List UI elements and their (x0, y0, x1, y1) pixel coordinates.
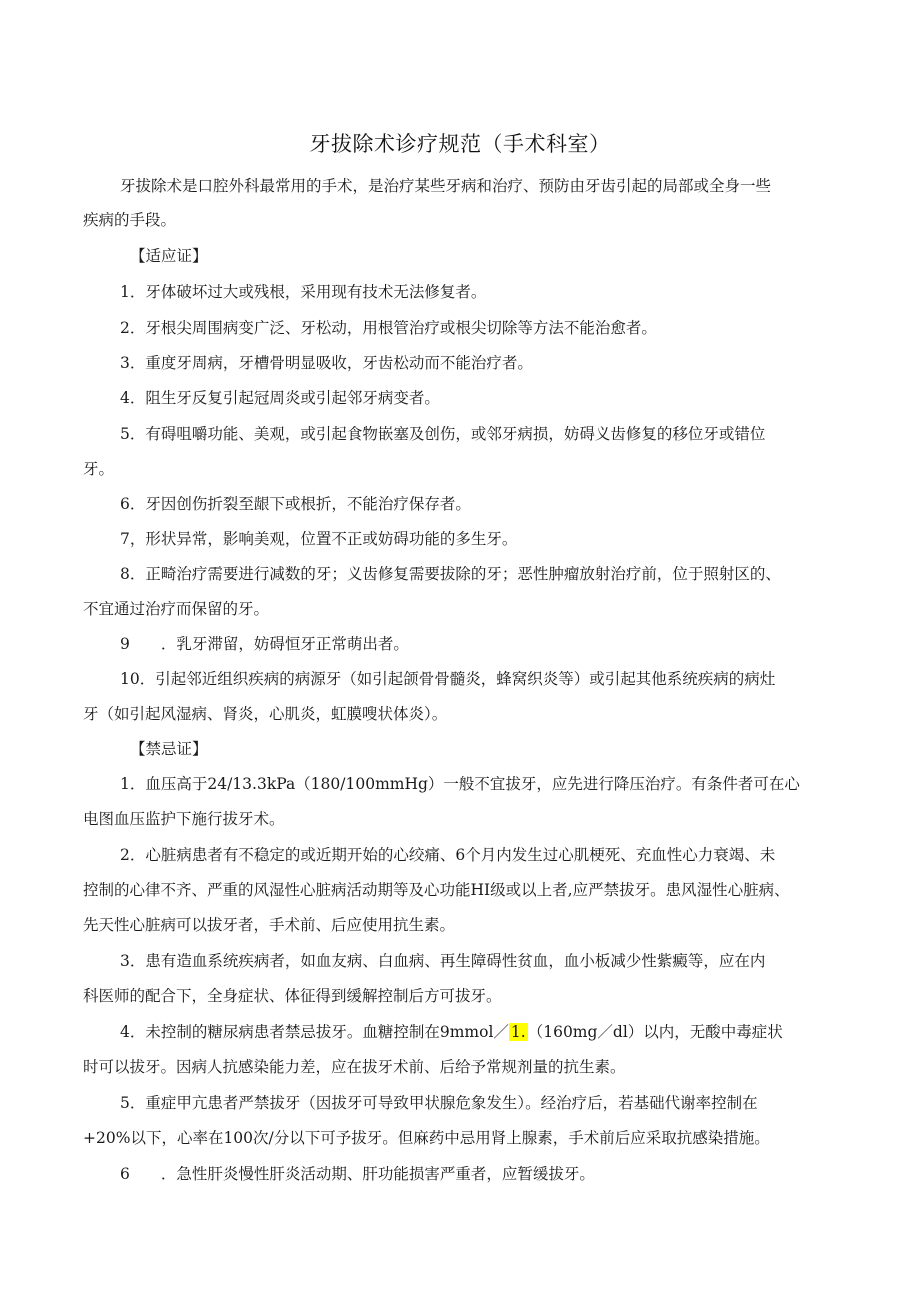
contraindication-item-4-line-2: 时可以拔牙。因病人抗感染能力差，应在拔牙术前、后给予常规剂量的抗生素。 (83, 1058, 626, 1076)
contraindication-item-3-line-2: 科医师的配合下，全身症状、体征得到缓解控制后方可拔牙。 (83, 987, 502, 1005)
contraindication-item-3-line-1: 3．患有造血系统疾病者，如血友病、白血病、再生障碍性贫血，血小板减少性紫癜等，应在内 (120, 952, 766, 970)
indication-item-5-line-2: 牙。 (83, 460, 115, 478)
indications-heading: 【适应证】 (130, 247, 208, 265)
indication-item-8-line-1: 8．正畸治疗需要进行减数的牙；义齿修复需要拔除的牙；恶性肿瘤放射治疗前，位于照射区的、 (120, 565, 781, 583)
contraindication-item-1-line-1: 1．血压高于24/13.3kPa（180/100mmHg）一般不宜拔牙，应先进行降压治疗。有条件者可在心 (120, 775, 800, 793)
contraindication-item-1-line-2: 电图血压监护下施行拔牙术。 (83, 810, 285, 828)
page-title: 牙拔除术诊疗规范（手术科室） (309, 132, 611, 156)
indication-item-6: 6．牙因创伤折裂至龈下或根折，不能治疗保存者。 (120, 495, 471, 513)
indication-item-1: 1．牙体破坏过大或残根，采用现有技术无法修复者。 (120, 283, 487, 301)
item-4-text-end: （160mg／dl）以内，无酸中毒症状 (527, 1023, 783, 1041)
indication-item-7: 7，形状异常，影响美观，位置不正或妨碍功能的多生牙。 (120, 530, 518, 548)
highlighted-text: 1. (510, 1023, 526, 1041)
contraindication-item-2-line-3: 先天性心脏病可以拔牙者，手术前、后应使用抗生素。 (83, 916, 456, 934)
contraindication-item-2-line-1: 2．心脏病患者有不稳定的或近期开始的心绞痛、6个月内发生过心肌梗死、充血性心力衰竭、未 (120, 846, 776, 864)
indication-item-2: 2．牙根尖周围病变广泛、牙松动，用根管治疗或根尖切除等方法不能治愈者。 (120, 319, 657, 337)
indication-item-10-line-1: 10．引起邻近组织疾病的病源牙（如引起颌骨骨髓炎，蜂窝织炎等）或引起其他系统疾病的病灶 (120, 670, 776, 688)
indication-item-5-line-1: 5．有碍咀嚼功能、美观，或引起食物嵌塞及创伤，或邻牙病损，妨碍义齿修复的移位牙或错位 (120, 425, 766, 443)
indication-item-10-line-2: 牙（如引起风湿病、肾炎，心肌炎，虹膜嗖状体炎）。 (83, 705, 448, 723)
contraindication-item-6: 6 ．急性肝炎慢性肝炎活动期、肝功能损害严重者，应暂缓拔牙。 (120, 1165, 595, 1183)
contraindications-heading: 【禁忌证】 (130, 740, 208, 758)
intro-line-1: 牙拔除术是口腔外科最常用的手术，是治疗某些牙病和治疗、预防由牙齿引起的局部或全身一些 (120, 177, 772, 195)
contraindication-item-4-line-1 (120, 1022, 783, 1042)
indication-item-3: 3．重度牙周病，牙槽骨明显吸收，牙齿松动而不能治疗者。 (120, 354, 533, 372)
intro-line-2: 疾病的手段。 (83, 211, 177, 229)
indication-item-8-line-2: 不宜通过治疗而保留的牙。 (83, 600, 270, 618)
contraindication-item-5-line-1: 5．重症甲亢患者严禁拔牙（因拔牙可导致甲状腺危象发生）。经治疗后，若基础代谢率控制在 (120, 1094, 758, 1112)
contraindication-item-2-line-2: 控制的心律不齐、严重的风湿性心脏病活动期等及心功能HI级或以上者,应严禁拔牙。患风湿性心脏病、 (83, 881, 790, 899)
contraindication-item-5-line-2: +20%以下，心率在100次/分以下可予拔牙。但麻药中忌用肾上腺素，手术前后应采取抗感染措施。 (83, 1129, 770, 1147)
indication-item-9: 9 ．乳牙滞留，妨碍恒牙正常萌出者。 (120, 635, 409, 653)
item-4-text-start: 4．未控制的糖尿病患者禁忌拔牙。血糖控制在9mmol／ (120, 1023, 509, 1041)
indication-item-4: 4．阻生牙反复引起冠周炎或引起邻牙病变者。 (120, 389, 440, 407)
